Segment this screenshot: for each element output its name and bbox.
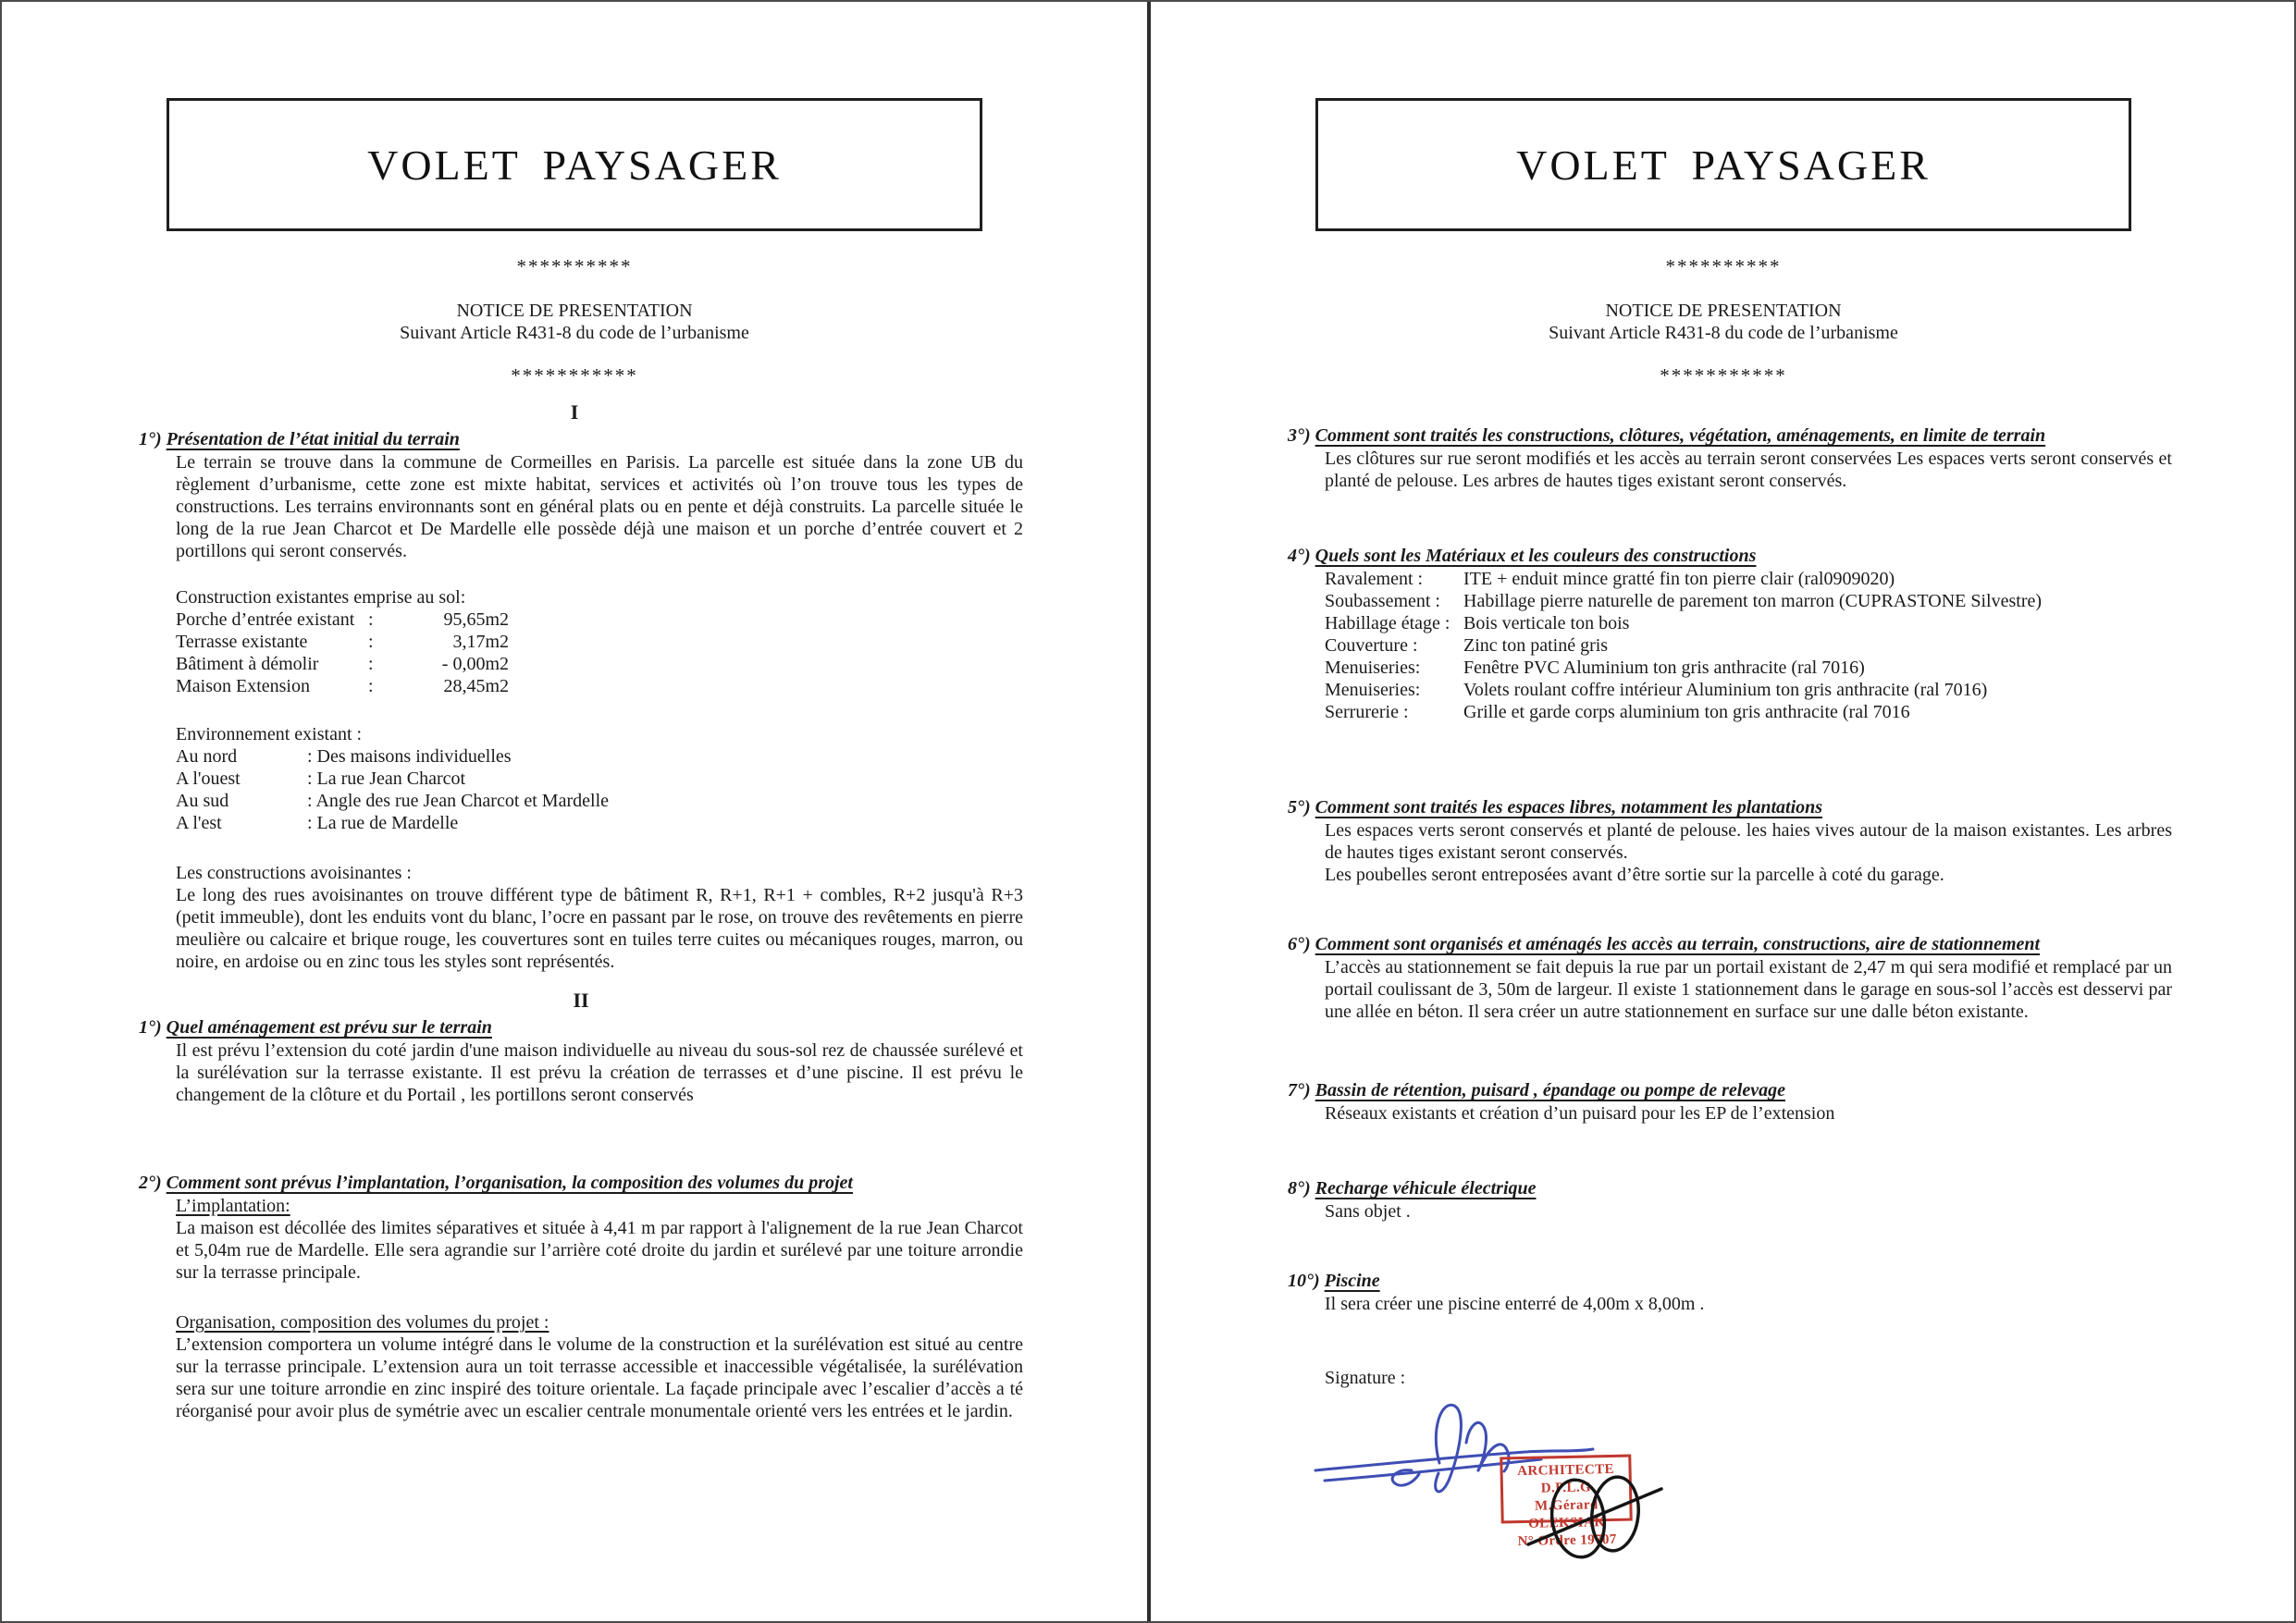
material-value: Volets roulant coffre intérieur Aluminium ton gris anthracite (ral 7016) bbox=[1463, 680, 1988, 700]
paragraph-organisation: L’extension comportera un volume intégré dans le volume de la construction et la surélévation est situé au centre sur la terrasse principale. L’extension aura un toit terrasse accessible et inaccessible végétalisée, la surélévation sera sur une toiture arrondie en zinc inspiré des toiture orientale. La façade principale avec l’escalier d’accès a té réorganisé pour avoir plus de symétrie avec un escalier centrale monumentale orienté vers les entrées et le jardin. bbox=[176, 1334, 1023, 1421]
construction-label: Bâtiment à démolir bbox=[176, 654, 319, 674]
section-heading-amenagement bbox=[139, 1015, 1023, 1039]
construction-value: 95,65m2 bbox=[443, 609, 509, 630]
section-title: Quels sont les Matériaux et les couleurs des constructions bbox=[1315, 546, 1757, 566]
construction-row bbox=[176, 631, 1023, 653]
material-label: Couverture : bbox=[1325, 635, 1418, 656]
part-numeral-2: II bbox=[573, 989, 589, 1012]
notice-line-1: NOTICE DE PRESENTATION bbox=[1605, 301, 1842, 321]
section-heading-4 bbox=[1288, 544, 2172, 568]
material-value: Grille et garde corps aluminium ton gris anthracite (ral 7016 bbox=[1463, 702, 1910, 722]
construction-label: Maison Extension bbox=[176, 676, 310, 696]
construction-row bbox=[176, 609, 1023, 631]
section-title: Bassin de rétention, puisard , épandage ou pompe de relevage bbox=[1315, 1080, 1785, 1100]
avoisinantes-block bbox=[176, 862, 1023, 973]
colon: : bbox=[368, 676, 374, 696]
page-2-content bbox=[1151, 424, 2296, 1570]
section-number: 2°) bbox=[139, 1173, 162, 1193]
section-heading-10 bbox=[1288, 1269, 2172, 1293]
materials-list bbox=[1325, 568, 2172, 723]
section-title: Comment sont traités les constructions, clôtures, végétation, aménagements, en limite de terrain bbox=[1315, 425, 2046, 446]
material-label: Habillage étage : bbox=[1325, 613, 1450, 633]
section-heading-1 bbox=[139, 427, 1023, 451]
section-heading-3 bbox=[1288, 424, 2172, 448]
direction-label: Au nord bbox=[176, 746, 238, 767]
direction-label: A l'est bbox=[176, 813, 222, 833]
paragraph-puisard: Réseaux existants et création d’un puisard pour les EP de l’extension bbox=[1325, 1103, 1835, 1124]
direction-value: : Angle des rue Jean Charcot et Mardelle bbox=[307, 791, 609, 811]
stars-separator-top: ********** bbox=[516, 255, 633, 277]
stars-separator-top: ********** bbox=[1665, 255, 1782, 277]
section-title: Recharge véhicule électrique bbox=[1315, 1178, 1537, 1199]
section-heading-5 bbox=[1288, 795, 2172, 819]
material-row bbox=[1325, 634, 2172, 657]
notice-line-1: NOTICE DE PRESENTATION bbox=[456, 301, 693, 321]
direction-label: Au sud bbox=[176, 791, 229, 811]
construction-label: Terrasse existante bbox=[176, 632, 308, 652]
environnement-title: Environnement existant : bbox=[176, 724, 363, 744]
paragraph-stationnement: L’accès au stationnement se fait depuis la rue par un portail existant de 2,47 m qui sera modifié et remplacé par un portail coulissant de 3, 50m de largeur. Il existe 1 stationnement dans le garage en sous-sol l’accès est desservi par une allée en béton. Il sera créer un autre stationnement en surface sur une dalle béton existante. bbox=[1325, 957, 2172, 1022]
environnement-row bbox=[176, 812, 1023, 834]
construction-title: Construction existantes emprise au sol: bbox=[176, 587, 466, 608]
environnement-row bbox=[176, 768, 1023, 790]
architect-stamp bbox=[1500, 1455, 1632, 1550]
notice-block bbox=[2, 300, 1147, 344]
page-1 bbox=[2, 2, 1147, 1621]
section-title: Piscine bbox=[1324, 1271, 1380, 1291]
material-row bbox=[1325, 679, 2172, 701]
section-title: Présentation de l’état initial du terrain bbox=[166, 429, 460, 449]
colon: : bbox=[368, 632, 374, 652]
section-number: 3°) bbox=[1288, 425, 1311, 446]
notice-line-2: Suivant Article R431-8 du code de l’urbanisme bbox=[1549, 323, 1898, 343]
title-box bbox=[167, 98, 982, 231]
material-value: Zinc ton patiné gris bbox=[1463, 635, 1609, 656]
section-title: Comment sont traités les espaces libres, notamment les plantations bbox=[1315, 797, 1823, 818]
title-box bbox=[1315, 98, 2131, 231]
material-label: Ravalement : bbox=[1325, 569, 1424, 589]
stamp-line-3: N° Ordre 19707 bbox=[1517, 1531, 1617, 1550]
direction-value: : La rue Jean Charcot bbox=[307, 768, 466, 789]
page-title: VOLET PAYSAGER bbox=[1516, 141, 1931, 189]
construction-row bbox=[176, 653, 1023, 675]
page-1-content bbox=[2, 427, 1147, 1422]
section-title: Comment sont organisés et aménagés les accès au terrain, constructions, aire de stationnement bbox=[1315, 934, 2041, 954]
environnement-block bbox=[176, 723, 1023, 834]
signature-area bbox=[1325, 1367, 2172, 1570]
stars-separator-bottom: *********** bbox=[511, 364, 638, 387]
construction-value: 3,17m2 bbox=[452, 632, 509, 652]
paragraph-etat-initial: Le terrain se trouve dans la commune de Cormeilles en Parisis. La parcelle est située dans la zone UB du règlement d’urbanisme, cette zone est mixte habitat, services et activités où l’on trouve tous les types de constructions. Les terrains environnants sont en général plats ou en pente et déjà construits. La parcelle située le long de la rue Jean Charcot et De Mardelle elle possède déjà une maison et un porche d’entrée couvert et 2 portillons qui seront conservés. bbox=[176, 452, 1023, 561]
paragraph-implantation: La maison est décollée des limites séparatives et située à 4,41 m par rapport à l'alignement de la rue Jean Charcot et 5,04m rue de Mardelle. Elle sera agrandie sur l’arrière coté droite du jardin et surélevé par une toiture arrondie sur la terrasse principale. bbox=[176, 1218, 1023, 1283]
material-row bbox=[1325, 568, 2172, 590]
paragraph-poubelles: Les poubelles seront entreposées avant d’être sortie sur la parcelle à coté du garage. bbox=[1325, 865, 1944, 885]
colon: : bbox=[368, 654, 374, 674]
signature-label: Signature : bbox=[1325, 1368, 1406, 1388]
colon: : bbox=[368, 609, 374, 630]
construction-value: 28,45m2 bbox=[443, 676, 509, 696]
paragraph-piscine: Il sera créer une piscine enterré de 4,00m x 8,00m . bbox=[1325, 1294, 1705, 1314]
section-title: Comment sont prévus l’implantation, l’organisation, la composition des volumes du projet bbox=[166, 1173, 853, 1193]
avoisinantes-title: Les constructions avoisinantes : bbox=[176, 863, 412, 883]
stars-separator-bottom: *********** bbox=[1660, 364, 1787, 387]
paragraph-espaces-libres: Les espaces verts seront conservés et planté de pelouse. les haies vives autour de la maison existantes. Les arbres de hautes tiges existant seront conservés. bbox=[1325, 820, 2172, 863]
part-numeral-1: I bbox=[570, 400, 579, 424]
section-number: 5°) bbox=[1288, 797, 1311, 818]
section-title: Quel aménagement est prévu sur le terrain bbox=[166, 1017, 492, 1038]
paragraph-avoisinantes: Le long des rues avoisinantes on trouve différent type de bâtiment R, R+1, R+1 + combles, R+2 jusqu'à R+3 (petit immeuble), dont les enduits vont du blanc, l’ocre en passant par le rose, on trouve des revêtements en pierre meulière ou calcaire et brique rouge, les couvertures sont en tuiles terre cuites ou mécaniques rouges, marron, ou noire, en ardoise ou en zinc tous les styles sont représentés. bbox=[176, 885, 1023, 972]
environnement-row bbox=[176, 790, 1023, 812]
construction-label: Porche d’entrée existant bbox=[176, 609, 355, 630]
material-label: Soubassement : bbox=[1325, 591, 1440, 611]
section-number: 6°) bbox=[1288, 934, 1311, 954]
material-row bbox=[1325, 701, 2172, 723]
direction-label: A l'ouest bbox=[176, 768, 241, 789]
section-number: 4°) bbox=[1288, 546, 1311, 566]
material-value: Bois verticale ton bois bbox=[1463, 613, 1630, 633]
direction-value: : Des maisons individuelles bbox=[307, 746, 512, 767]
material-row bbox=[1325, 612, 2172, 634]
construction-value: - 0,00m2 bbox=[441, 654, 509, 674]
page-title: VOLET PAYSAGER bbox=[367, 141, 782, 189]
material-row bbox=[1325, 590, 2172, 612]
page-2 bbox=[1151, 2, 2296, 1621]
section-heading-8 bbox=[1288, 1176, 2172, 1200]
stamp-line-1: ARCHITECTE D.P.L.G bbox=[1516, 1461, 1615, 1496]
direction-value: : La rue de Mardelle bbox=[307, 813, 459, 833]
material-label: Menuiseries: bbox=[1325, 680, 1421, 700]
paragraph-amenagement: Il est prévu l’extension du coté jardin d'une maison individuelle au niveau du sous-sol rez de chaussée surélevé et la surélévation sur la terrasse existante. Il est prévu la création de terrasses et d’une piscine. Il est prévu le changement de la clôture et du Portail , les portillons seront conservés bbox=[176, 1040, 1023, 1105]
section-heading-7 bbox=[1288, 1078, 2172, 1102]
section-number: 1°) bbox=[139, 429, 162, 449]
section-number: 10°) bbox=[1288, 1271, 1320, 1291]
section-number: 7°) bbox=[1288, 1080, 1311, 1100]
section-heading-6 bbox=[1288, 932, 2172, 956]
section-number: 1°) bbox=[139, 1017, 162, 1038]
environnement-row bbox=[176, 745, 1023, 768]
section-number: 8°) bbox=[1288, 1178, 1311, 1199]
stamp-line-2: M.Gérard OLEKSIAK bbox=[1527, 1497, 1606, 1531]
material-value: Habillage pierre naturelle de parement ton marron (CUPRASTONE Silvestre) bbox=[1463, 591, 2043, 611]
material-row bbox=[1325, 657, 2172, 679]
material-label: Serrurerie : bbox=[1325, 702, 1409, 722]
construction-row bbox=[176, 675, 1023, 697]
notice-block bbox=[1151, 300, 2296, 344]
paragraph-recharge: Sans objet . bbox=[1325, 1201, 1411, 1222]
material-label: Menuiseries: bbox=[1325, 658, 1421, 678]
construction-block bbox=[176, 586, 1023, 697]
section-heading-implantation bbox=[139, 1171, 1023, 1195]
material-value: Fenêtre PVC Aluminium ton gris anthracite (ral 7016) bbox=[1463, 658, 1865, 678]
paragraph-clotures: Les clôtures sur rue seront modifiés et les accès au terrain seront conservées Les espaces verts seront conservés et planté de pelouse. Les arbres de hautes tiges existant seront conservés. bbox=[1325, 449, 2172, 491]
subheading-implantation: L’implantation: bbox=[176, 1196, 290, 1216]
material-value: ITE + enduit mince gratté fin ton pierre clair (ral0909020) bbox=[1463, 569, 1895, 589]
subheading-organisation: Organisation, composition des volumes du projet : bbox=[176, 1312, 549, 1333]
notice-line-2: Suivant Article R431-8 du code de l’urbanisme bbox=[400, 323, 749, 343]
